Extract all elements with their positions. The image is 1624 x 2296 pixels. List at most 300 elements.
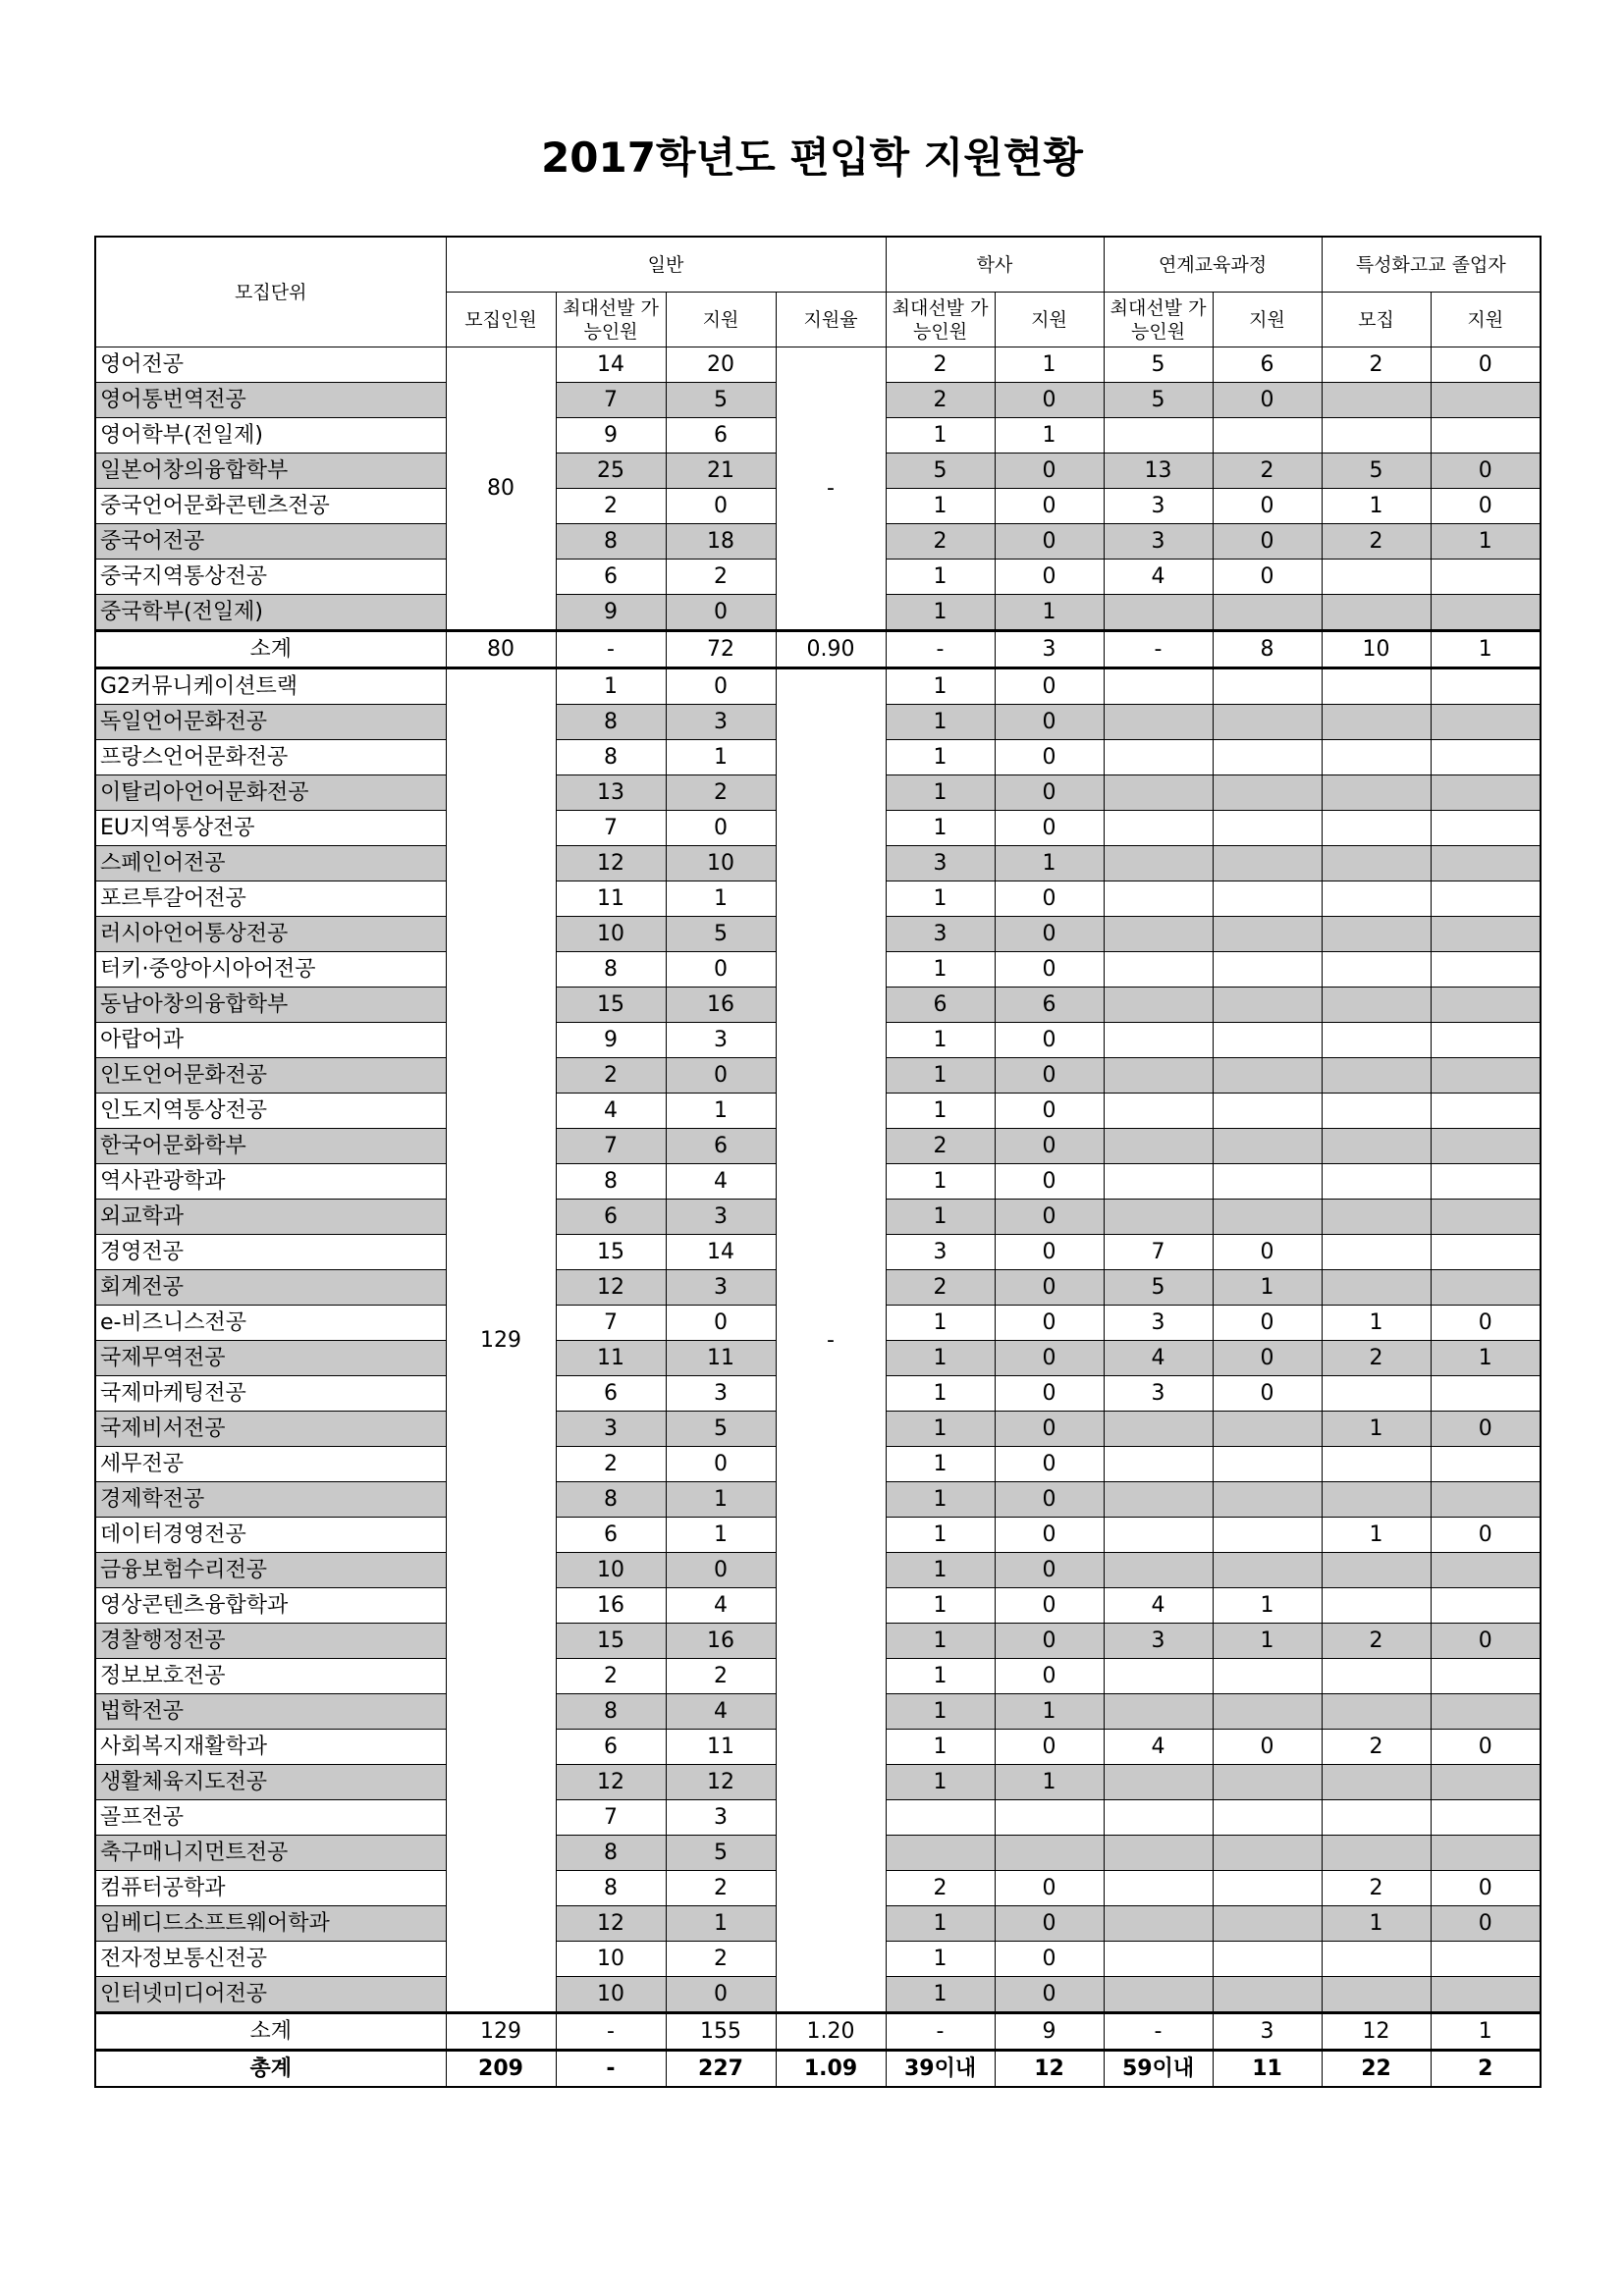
subtotal-cell: 0.90 (776, 631, 886, 668)
group-quota-cell: 129 (446, 668, 556, 2013)
header-special-apply: 지원 (1431, 293, 1541, 347)
unit-name-cell: 포르투갈어전공 (95, 881, 446, 917)
special-apply-cell (1431, 1058, 1541, 1094)
general-max-cell: 7 (556, 1306, 666, 1341)
bachelor-apply-cell: 1 (995, 1694, 1104, 1730)
subtotal-cell: - (886, 631, 995, 668)
bachelor-max-cell: 1 (886, 881, 995, 917)
subtotal-row (95, 631, 1541, 668)
bachelor-max-cell: 1 (886, 595, 995, 631)
special-apply-cell: 0 (1431, 1624, 1541, 1659)
special-apply-cell (1431, 740, 1541, 775)
general-max-cell: 15 (556, 1235, 666, 1270)
linked-apply-cell (1213, 1659, 1322, 1694)
unit-name-cell: 영어전공 (95, 347, 446, 383)
unit-name-cell: e-비즈니스전공 (95, 1306, 446, 1341)
total-cell: 39이내 (886, 2051, 995, 2088)
header-special-quota: 모집 (1322, 293, 1431, 347)
general-apply-cell: 18 (666, 524, 776, 560)
linked-max-cell (1104, 1447, 1213, 1482)
linked-max-cell (1104, 418, 1213, 454)
bachelor-max-cell: 1 (886, 1765, 995, 1800)
general-apply-cell: 1 (666, 1482, 776, 1518)
general-apply-cell: 0 (666, 1553, 776, 1588)
bachelor-max-cell: 1 (886, 1906, 995, 1942)
unit-name-cell: 영어학부(전일제) (95, 418, 446, 454)
total-cell: 209 (446, 2051, 556, 2088)
linked-apply-cell (1213, 1694, 1322, 1730)
linked-apply-cell (1213, 1553, 1322, 1588)
subtotal-cell: 1 (1431, 2013, 1541, 2051)
general-max-cell: 13 (556, 775, 666, 811)
general-apply-cell: 0 (666, 489, 776, 524)
bachelor-max-cell: 1 (886, 1977, 995, 2013)
unit-name-cell: 영상콘텐츠융합학과 (95, 1588, 446, 1624)
general-max-cell: 7 (556, 383, 666, 418)
special-apply-cell (1431, 1129, 1541, 1164)
special-quota-cell (1322, 1836, 1431, 1871)
bachelor-apply-cell: 1 (995, 595, 1104, 631)
general-max-cell: 12 (556, 1765, 666, 1800)
total-cell: 227 (666, 2051, 776, 2088)
special-quota-cell: 1 (1322, 1306, 1431, 1341)
subtotal-cell: 1.20 (776, 2013, 886, 2051)
bachelor-max-cell: 1 (886, 1200, 995, 1235)
subtotal-cell: 3 (995, 631, 1104, 668)
subtotal-cell: 10 (1322, 631, 1431, 668)
linked-apply-cell: 0 (1213, 1306, 1322, 1341)
linked-max-cell (1104, 595, 1213, 631)
special-apply-cell: 1 (1431, 524, 1541, 560)
special-quota-cell (1322, 1235, 1431, 1270)
general-max-cell: 8 (556, 952, 666, 988)
general-apply-cell: 3 (666, 705, 776, 740)
linked-apply-cell (1213, 811, 1322, 846)
linked-apply-cell (1213, 1871, 1322, 1906)
bachelor-max-cell: 1 (886, 668, 995, 705)
special-apply-cell (1431, 917, 1541, 952)
bachelor-apply-cell: 1 (995, 1765, 1104, 1800)
special-apply-cell (1431, 1270, 1541, 1306)
special-apply-cell (1431, 1800, 1541, 1836)
bachelor-apply-cell: 0 (995, 489, 1104, 524)
bachelor-max-cell: 2 (886, 347, 995, 383)
special-apply-cell (1431, 668, 1541, 705)
linked-apply-cell: 2 (1213, 454, 1322, 489)
general-apply-cell: 5 (666, 383, 776, 418)
bachelor-max-cell: 1 (886, 1942, 995, 1977)
general-max-cell: 2 (556, 489, 666, 524)
header-special-school: 특성화고교 졸업자 (1322, 237, 1541, 293)
unit-name-cell: EU지역통상전공 (95, 811, 446, 846)
bachelor-max-cell: 1 (886, 1624, 995, 1659)
general-max-cell: 10 (556, 1942, 666, 1977)
linked-apply-cell (1213, 1447, 1322, 1482)
general-max-cell: 4 (556, 1094, 666, 1129)
special-apply-cell (1431, 1164, 1541, 1200)
linked-apply-cell (1213, 1023, 1322, 1058)
unit-name-cell: 생활체육지도전공 (95, 1765, 446, 1800)
general-max-cell: 8 (556, 1164, 666, 1200)
total-cell: 22 (1322, 2051, 1431, 2088)
linked-apply-cell: 0 (1213, 1341, 1322, 1376)
general-max-cell: 6 (556, 1730, 666, 1765)
special-apply-cell (1431, 881, 1541, 917)
bachelor-apply-cell: 0 (995, 1977, 1104, 2013)
bachelor-apply-cell: 0 (995, 1376, 1104, 1412)
bachelor-apply-cell: 0 (995, 560, 1104, 595)
general-max-cell: 8 (556, 1482, 666, 1518)
linked-max-cell (1104, 811, 1213, 846)
bachelor-max-cell: 1 (886, 1588, 995, 1624)
special-apply-cell: 0 (1431, 1906, 1541, 1942)
general-max-cell: 7 (556, 811, 666, 846)
linked-apply-cell (1213, 1518, 1322, 1553)
general-apply-cell: 2 (666, 560, 776, 595)
linked-apply-cell: 0 (1213, 1376, 1322, 1412)
grand-total-row (95, 2051, 1541, 2088)
bachelor-apply-cell: 0 (995, 1058, 1104, 1094)
general-apply-cell: 1 (666, 740, 776, 775)
bachelor-apply-cell: 0 (995, 1730, 1104, 1765)
linked-max-cell (1104, 1518, 1213, 1553)
unit-name-cell: 축구매니지먼트전공 (95, 1836, 446, 1871)
application-status-table-wrapper (94, 236, 1540, 2088)
linked-max-cell (1104, 1977, 1213, 2013)
linked-apply-cell (1213, 917, 1322, 952)
linked-max-cell: 3 (1104, 1306, 1213, 1341)
general-max-cell: 15 (556, 988, 666, 1023)
general-apply-cell: 0 (666, 1058, 776, 1094)
special-quota-cell (1322, 1588, 1431, 1624)
special-apply-cell: 0 (1431, 347, 1541, 383)
subtotal-cell: 129 (446, 2013, 556, 2051)
special-apply-cell (1431, 1942, 1541, 1977)
unit-name-cell: 국제무역전공 (95, 1341, 446, 1376)
bachelor-apply-cell: 0 (995, 740, 1104, 775)
general-max-cell: 1 (556, 668, 666, 705)
general-apply-cell: 3 (666, 1023, 776, 1058)
application-status-table (94, 236, 1542, 2088)
special-quota-cell (1322, 1977, 1431, 2013)
general-apply-cell: 3 (666, 1200, 776, 1235)
general-apply-cell: 12 (666, 1765, 776, 1800)
bachelor-apply-cell: 1 (995, 347, 1104, 383)
bachelor-apply-cell: 0 (995, 1659, 1104, 1694)
subtotal-cell: 12 (1322, 2013, 1431, 2051)
special-apply-cell (1431, 1200, 1541, 1235)
general-max-cell: 8 (556, 1836, 666, 1871)
special-quota-cell (1322, 1765, 1431, 1800)
linked-apply-cell (1213, 1129, 1322, 1164)
bachelor-apply-cell (995, 1800, 1104, 1836)
total-cell: 2 (1431, 2051, 1541, 2088)
general-max-cell: 12 (556, 1906, 666, 1942)
unit-name-cell: 중국언어문화콘텐츠전공 (95, 489, 446, 524)
special-apply-cell (1431, 988, 1541, 1023)
linked-apply-cell (1213, 1836, 1322, 1871)
header-linked-apply: 지원 (1213, 293, 1322, 347)
subtotal-cell: - (886, 2013, 995, 2051)
subtotal-cell: 80 (446, 631, 556, 668)
special-quota-cell (1322, 1129, 1431, 1164)
special-quota-cell (1322, 705, 1431, 740)
general-max-cell: 2 (556, 1659, 666, 1694)
linked-apply-cell (1213, 1164, 1322, 1200)
unit-name-cell: 터키·중앙아시아어전공 (95, 952, 446, 988)
header-linked-max: 최대선발 가능인원 (1104, 293, 1213, 347)
special-quota-cell: 1 (1322, 1906, 1431, 1942)
special-quota-cell (1322, 1553, 1431, 1588)
header-general-quota: 모집인원 (446, 293, 556, 347)
bachelor-apply-cell: 0 (995, 1094, 1104, 1129)
linked-max-cell: 5 (1104, 347, 1213, 383)
unit-name-cell: 아랍어과 (95, 1023, 446, 1058)
special-apply-cell (1431, 1588, 1541, 1624)
unit-name-cell: 중국어전공 (95, 524, 446, 560)
linked-apply-cell: 6 (1213, 347, 1322, 383)
unit-name-cell: 전자정보통신전공 (95, 1942, 446, 1977)
special-apply-cell: 0 (1431, 454, 1541, 489)
special-apply-cell (1431, 383, 1541, 418)
general-apply-cell: 2 (666, 1871, 776, 1906)
bachelor-max-cell: 1 (886, 1376, 995, 1412)
total-label: 총계 (95, 2051, 446, 2088)
linked-max-cell (1104, 1200, 1213, 1235)
special-quota-cell: 2 (1322, 1624, 1431, 1659)
bachelor-max-cell: 1 (886, 1553, 995, 1588)
general-max-cell: 6 (556, 1200, 666, 1235)
bachelor-max-cell: 1 (886, 1730, 995, 1765)
special-quota-cell: 2 (1322, 1341, 1431, 1376)
bachelor-apply-cell: 0 (995, 454, 1104, 489)
bachelor-max-cell: 1 (886, 489, 995, 524)
linked-max-cell: 4 (1104, 1341, 1213, 1376)
special-quota-cell (1322, 846, 1431, 881)
general-max-cell: 10 (556, 1553, 666, 1588)
unit-name-cell: 일본어창의융합학부 (95, 454, 446, 489)
linked-apply-cell (1213, 881, 1322, 917)
general-apply-cell: 0 (666, 952, 776, 988)
linked-apply-cell: 0 (1213, 489, 1322, 524)
special-apply-cell: 0 (1431, 1518, 1541, 1553)
general-apply-cell: 2 (666, 1659, 776, 1694)
general-max-cell: 9 (556, 1023, 666, 1058)
special-quota-cell (1322, 1164, 1431, 1200)
bachelor-max-cell: 2 (886, 1270, 995, 1306)
linked-max-cell (1104, 1906, 1213, 1942)
bachelor-apply-cell: 0 (995, 1624, 1104, 1659)
bachelor-apply-cell: 0 (995, 1164, 1104, 1200)
general-max-cell: 2 (556, 1447, 666, 1482)
special-apply-cell (1431, 1094, 1541, 1129)
special-quota-cell (1322, 1058, 1431, 1094)
general-apply-cell: 5 (666, 917, 776, 952)
subtotal-cell: 3 (1213, 2013, 1322, 2051)
special-apply-cell: 0 (1431, 1871, 1541, 1906)
bachelor-apply-cell: 6 (995, 988, 1104, 1023)
bachelor-max-cell: 1 (886, 1058, 995, 1094)
unit-name-cell: 경영전공 (95, 1235, 446, 1270)
unit-name-cell: 이탈리아언어문화전공 (95, 775, 446, 811)
linked-max-cell (1104, 1942, 1213, 1977)
general-apply-cell: 0 (666, 595, 776, 631)
special-quota-cell: 1 (1322, 1412, 1431, 1447)
special-quota-cell (1322, 952, 1431, 988)
special-quota-cell (1322, 1694, 1431, 1730)
special-apply-cell (1431, 595, 1541, 631)
special-apply-cell (1431, 775, 1541, 811)
subtotal-cell: - (556, 2013, 666, 2051)
general-max-cell: 9 (556, 418, 666, 454)
header-general-rate: 지원율 (776, 293, 886, 347)
linked-apply-cell (1213, 775, 1322, 811)
linked-max-cell (1104, 1412, 1213, 1447)
linked-apply-cell (1213, 1765, 1322, 1800)
general-max-cell: 3 (556, 1412, 666, 1447)
special-quota-cell (1322, 595, 1431, 631)
special-quota-cell (1322, 740, 1431, 775)
subtotal-label: 소계 (95, 2013, 446, 2051)
unit-name-cell: 독일언어문화전공 (95, 705, 446, 740)
general-apply-cell: 5 (666, 1836, 776, 1871)
special-apply-cell: 0 (1431, 1730, 1541, 1765)
linked-apply-cell: 1 (1213, 1270, 1322, 1306)
linked-max-cell (1104, 881, 1213, 917)
bachelor-max-cell: 1 (886, 1164, 995, 1200)
general-max-cell: 11 (556, 881, 666, 917)
bachelor-apply-cell: 1 (995, 418, 1104, 454)
document-title: 2017학년도 편입학 지원현황 (541, 133, 1083, 182)
general-max-cell: 8 (556, 705, 666, 740)
special-apply-cell: 0 (1431, 1412, 1541, 1447)
linked-apply-cell (1213, 1058, 1322, 1094)
linked-apply-cell (1213, 1906, 1322, 1942)
bachelor-apply-cell: 0 (995, 1270, 1104, 1306)
linked-apply-cell (1213, 1094, 1322, 1129)
bachelor-max-cell: 1 (886, 775, 995, 811)
bachelor-max-cell: 1 (886, 1518, 995, 1553)
special-quota-cell (1322, 1023, 1431, 1058)
general-max-cell: 12 (556, 1270, 666, 1306)
general-apply-cell: 1 (666, 881, 776, 917)
unit-name-cell: 동남아창의융합학부 (95, 988, 446, 1023)
bachelor-max-cell: 1 (886, 705, 995, 740)
general-max-cell: 6 (556, 1518, 666, 1553)
total-cell: 11 (1213, 2051, 1322, 2088)
general-max-cell: 8 (556, 740, 666, 775)
special-quota-cell (1322, 1094, 1431, 1129)
special-apply-cell (1431, 846, 1541, 881)
bachelor-max-cell: 6 (886, 988, 995, 1023)
linked-max-cell: 5 (1104, 1270, 1213, 1306)
bachelor-apply-cell: 0 (995, 1906, 1104, 1942)
unit-name-cell: 프랑스언어문화전공 (95, 740, 446, 775)
linked-max-cell: 3 (1104, 489, 1213, 524)
header-bachelor: 학사 (886, 237, 1104, 293)
general-apply-cell: 2 (666, 1942, 776, 1977)
special-quota-cell (1322, 383, 1431, 418)
linked-max-cell (1104, 1659, 1213, 1694)
general-apply-cell: 21 (666, 454, 776, 489)
bachelor-apply-cell: 0 (995, 917, 1104, 952)
bachelor-max-cell: 1 (886, 1023, 995, 1058)
general-apply-cell: 3 (666, 1270, 776, 1306)
special-apply-cell (1431, 1376, 1541, 1412)
general-apply-cell: 3 (666, 1800, 776, 1836)
bachelor-max-cell: 3 (886, 846, 995, 881)
general-max-cell: 8 (556, 1694, 666, 1730)
special-quota-cell (1322, 1800, 1431, 1836)
bachelor-max-cell: 3 (886, 1235, 995, 1270)
subtotal-cell: 8 (1213, 631, 1322, 668)
bachelor-apply-cell: 0 (995, 1447, 1104, 1482)
linked-max-cell (1104, 988, 1213, 1023)
general-max-cell: 16 (556, 1588, 666, 1624)
special-quota-cell: 2 (1322, 1871, 1431, 1906)
bachelor-max-cell: 2 (886, 1871, 995, 1906)
general-apply-cell: 16 (666, 1624, 776, 1659)
linked-max-cell: 4 (1104, 560, 1213, 595)
linked-apply-cell (1213, 988, 1322, 1023)
linked-max-cell (1104, 1058, 1213, 1094)
group-rate-cell: - (776, 347, 886, 631)
linked-apply-cell (1213, 846, 1322, 881)
special-quota-cell (1322, 881, 1431, 917)
unit-name-cell: 컴퓨터공학과 (95, 1871, 446, 1906)
unit-name-cell: 법학전공 (95, 1694, 446, 1730)
subtotal-row (95, 2013, 1541, 2051)
special-apply-cell (1431, 560, 1541, 595)
bachelor-max-cell: 1 (886, 1412, 995, 1447)
general-apply-cell: 0 (666, 1977, 776, 2013)
special-apply-cell (1431, 418, 1541, 454)
bachelor-max-cell: 1 (886, 418, 995, 454)
general-apply-cell: 6 (666, 1129, 776, 1164)
unit-name-cell: 금융보험수리전공 (95, 1553, 446, 1588)
bachelor-max-cell: 1 (886, 811, 995, 846)
unit-name-cell: 영어통번역전공 (95, 383, 446, 418)
unit-name-cell: 국제비서전공 (95, 1412, 446, 1447)
unit-name-cell: 국제마케팅전공 (95, 1376, 446, 1412)
special-quota-cell (1322, 811, 1431, 846)
special-quota-cell: 2 (1322, 524, 1431, 560)
linked-max-cell (1104, 1129, 1213, 1164)
bachelor-apply-cell (995, 1836, 1104, 1871)
header-general-max: 최대선발 가능인원 (556, 293, 666, 347)
general-max-cell: 8 (556, 1871, 666, 1906)
bachelor-apply-cell: 0 (995, 811, 1104, 846)
bachelor-apply-cell: 0 (995, 1412, 1104, 1447)
linked-max-cell: 4 (1104, 1730, 1213, 1765)
bachelor-apply-cell: 0 (995, 1306, 1104, 1341)
general-max-cell: 8 (556, 524, 666, 560)
bachelor-apply-cell: 0 (995, 1588, 1104, 1624)
linked-apply-cell: 0 (1213, 524, 1322, 560)
unit-name-cell: 경제학전공 (95, 1482, 446, 1518)
header-general: 일반 (446, 237, 886, 293)
general-apply-cell: 20 (666, 347, 776, 383)
general-apply-cell: 1 (666, 1518, 776, 1553)
linked-max-cell: 3 (1104, 1376, 1213, 1412)
special-quota-cell (1322, 1270, 1431, 1306)
linked-max-cell: 3 (1104, 524, 1213, 560)
linked-apply-cell (1213, 1942, 1322, 1977)
subtotal-cell: 72 (666, 631, 776, 668)
linked-max-cell (1104, 952, 1213, 988)
subtotal-cell: - (1104, 2013, 1213, 2051)
special-quota-cell: 5 (1322, 454, 1431, 489)
